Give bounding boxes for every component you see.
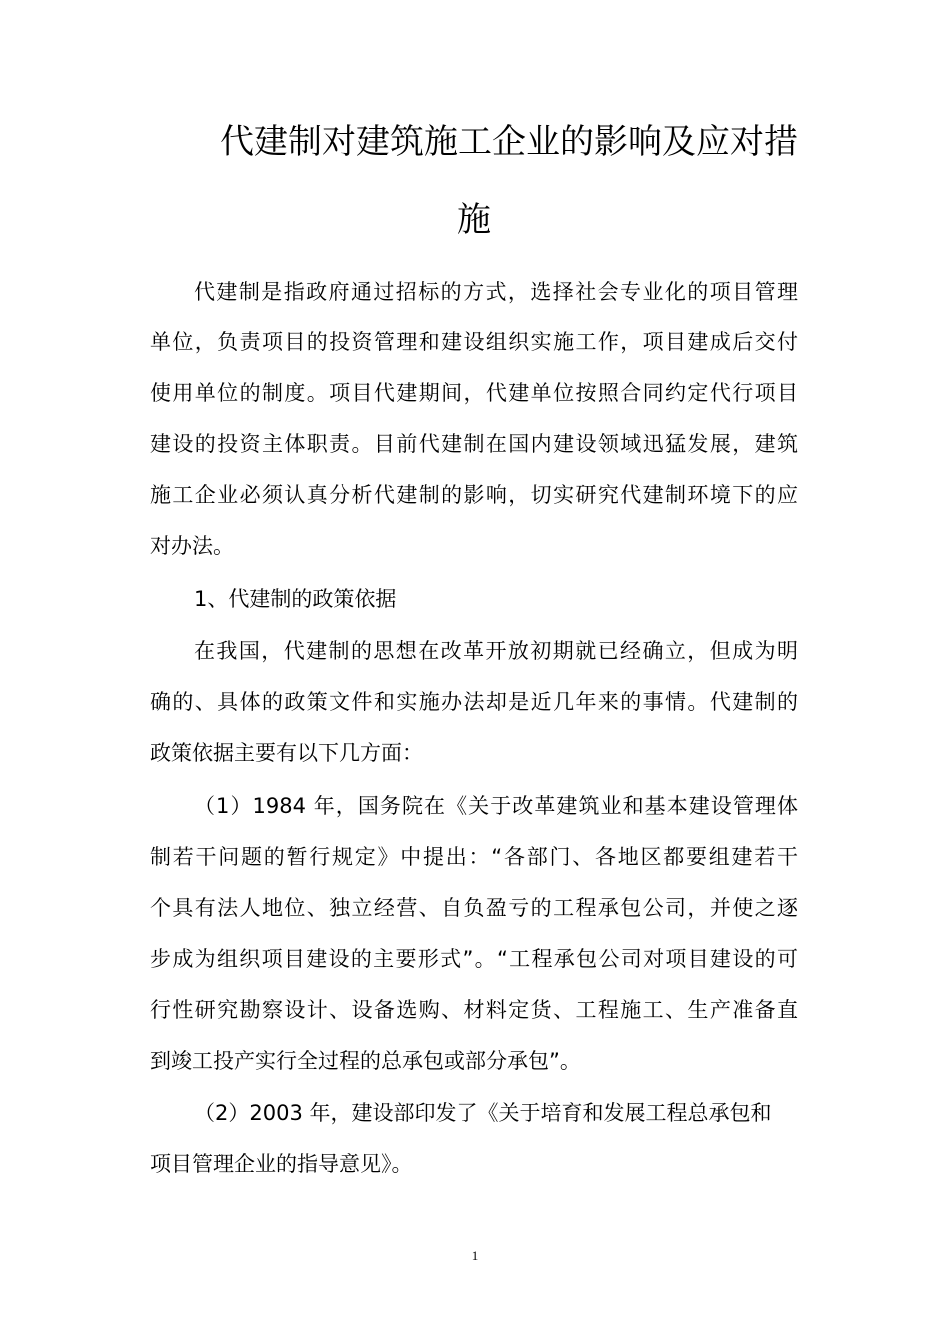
document-title-line-2: 施 <box>457 200 491 240</box>
paragraph-line: 单位，负责项目的投资管理和建设组织实施工作，项目建成后交付 <box>150 330 798 354</box>
document-title-line-1: 代建制对建筑施工企业的影响及应对措 <box>220 122 798 162</box>
paragraph-line: 代建制是指政府通过招标的方式，选择社会专业化的项目管理 <box>194 280 798 304</box>
page-number: 1 <box>471 1248 479 1263</box>
paragraph-line: 个具有法人地位、独立经营、自负盈亏的工程承包公司，并使之逐 <box>150 896 798 920</box>
paragraph-line: 对办法。 <box>150 534 234 558</box>
paragraph-line: 制若干问题的暂行规定》中提出：“各部门、各地区都要组建若干 <box>150 845 798 869</box>
paragraph-line: 政策依据主要有以下几方面： <box>150 741 423 765</box>
paragraph-line: 在我国，代建制的思想在改革开放初期就已经确立，但成为明 <box>194 639 798 663</box>
paragraph-line: 到竣工投产实行全过程的总承包或部分承包”。 <box>150 1049 581 1073</box>
paragraph-line: （2）2003 年，建设部印发了《关于培育和发展工程总承包和 <box>194 1101 772 1125</box>
paragraph-line: 行性研究勘察设计、设备选购、材料定货、工程施工、生产准备直 <box>150 998 798 1022</box>
paragraph-line: 使用单位的制度。项目代建期间，代建单位按照合同约定代行项目 <box>150 381 798 405</box>
paragraph-line: 确的、具体的政策文件和实施办法却是近几年来的事情。代建制的 <box>150 690 798 714</box>
paragraph-line: （1）1984 年，国务院在《关于改革建筑业和基本建设管理体 <box>194 794 798 818</box>
section-heading: 1、代建制的政策依据 <box>194 587 397 611</box>
paragraph-line: 建设的投资主体职责。目前代建制在国内建设领域迅猛发展，建筑 <box>150 432 798 456</box>
paragraph-line: 项目管理企业的指导意见》。 <box>150 1152 413 1176</box>
paragraph-line: 施工企业必须认真分析代建制的影响，切实研究代建制环境下的应 <box>150 483 798 507</box>
paragraph-line: 步成为组织项目建设的主要形式”。“工程承包公司对项目建设的可 <box>150 947 798 971</box>
